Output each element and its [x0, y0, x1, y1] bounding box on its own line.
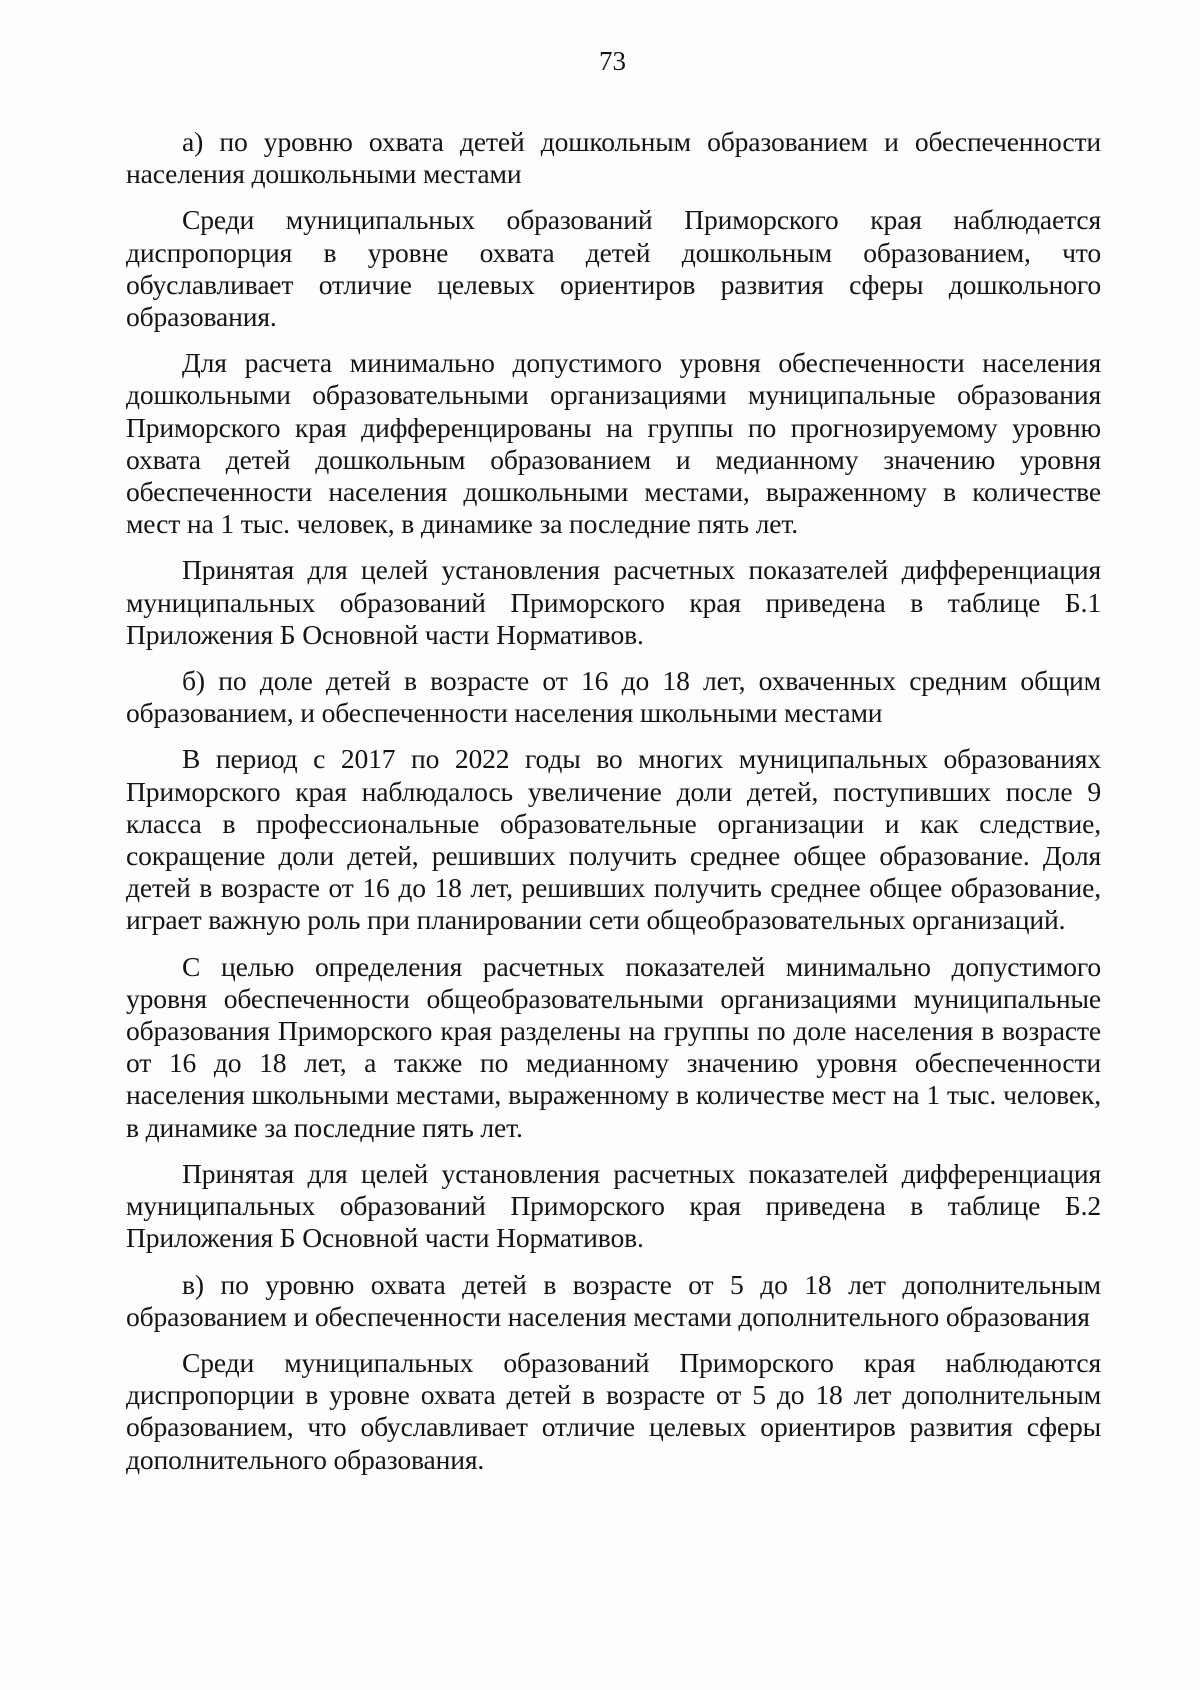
- paragraph: В период с 2017 по 2022 годы во многих муниципальных образованиях Приморского края наблюдалось увеличение доли детей, поступивших после 9 класса в профессиональные образовательные организации и как следствие, сокращение доли детей, решивших получить среднее общее образование. Доля детей в возрасте от 16 до 18 лет, решивших получить среднее общее образование, играет важную роль при планировании сети общеобразовательных организаций.: [126, 743, 1101, 936]
- paragraph: Среди муниципальных образований Приморского края наблюдаются диспропорции в уровне охвата детей в возрасте от 5 до 18 лет дополнительным образованием, что обуславливает отличие целевых ориентиров развития сферы дополнительного образования.: [126, 1346, 1101, 1475]
- section-heading-a: а) по уровню охвата детей дошкольным образованием и обеспеченности населения дошкольными местами: [126, 126, 1101, 190]
- document-body: [126, 126, 1101, 1490]
- page-number: 73: [599, 46, 626, 76]
- section-heading-c: в) по уровню охвата детей в возрасте от 5 до 18 лет дополнительным образованием и обеспеченности населения местами дополнительного образования: [126, 1268, 1101, 1332]
- paragraph: Принятая для целей установления расчетных показателей дифференциация муниципальных образований Приморского края приведена в таблице Б.2 Приложения Б Основной части Нормативов.: [126, 1157, 1101, 1254]
- paragraph: Принятая для целей установления расчетных показателей дифференциация муниципальных образований Приморского края приведена в таблице Б.1 Приложения Б Основной части Нормативов.: [126, 554, 1101, 650]
- paragraph: Для расчета минимально допустимого уровня обеспеченности населения дошкольными образовательными организациями муниципальные образования Приморского края дифференцированы на группы по прогнозируемому уровню охвата детей дошкольным образованием и медианному значению уровня обеспеченности населения дошкольными местами, выраженному в количестве мест на 1 тыс. человек, в динамике за последние пять лет.: [126, 347, 1101, 540]
- section-heading-b: б) по доле детей в возрасте от 16 до 18 лет, охваченных средним общим образованием, и обеспеченности населения школьными местами: [126, 665, 1101, 729]
- paragraph: С целью определения расчетных показателей минимально допустимого уровня обеспеченности общеобразовательными организациями муниципальные образования Приморского края разделены на группы по доле населения в возрасте от 16 до 18 лет, а также по медианному значению уровня обеспеченности населения школьными местами, выраженному в количестве мест на 1 тыс. человек, в динамике за последние пять лет.: [126, 950, 1101, 1143]
- paragraph: Среди муниципальных образований Приморского края наблюдается диспропорция в уровне охвата детей дошкольным образованием, что обуславливает отличие целевых ориентиров развития сферы дошкольного образования.: [126, 204, 1101, 333]
